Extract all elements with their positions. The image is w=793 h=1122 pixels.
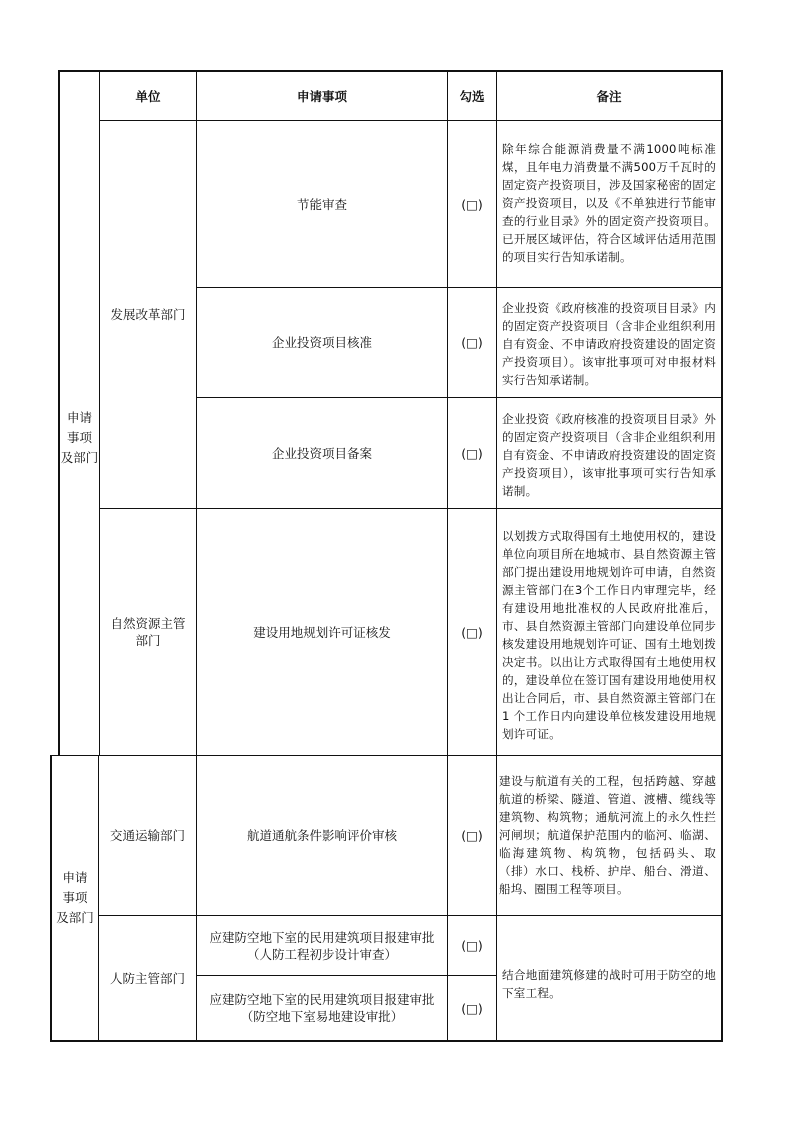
table-bottom-border bbox=[50, 1040, 723, 1042]
item-name: 企业投资项目备案 bbox=[271, 445, 372, 461]
item-remark: 企业投资《政府核准的投资项目目录》内的固定资产投资项目（含非企业组织利用自有资金、不申请政府投资建设的固定资产投资项目）。该审批事项可对申报材料实行告知承诺制。 bbox=[502, 301, 716, 387]
item-checkbox[interactable]: (□) bbox=[461, 938, 483, 953]
table-right-border bbox=[721, 70, 723, 1042]
item-name: 应建防空地下室的民用建筑项目报建审批 （人防工程初步设计审查） bbox=[209, 929, 435, 962]
header-unit: 单位 bbox=[135, 88, 161, 104]
item-name: 应建防空地下室的民用建筑项目报建审批 （防空地下室易地建设审批） bbox=[209, 992, 435, 1024]
item-remark: 建设与航道有关的工程，包括跨越、穿越航道的桥梁、隧道、管道、渡槽、缆线等建筑物、构筑物；通航河流上的永久性拦河闸坝；航道保护范围内的临河、临湖、临海建筑物、构筑物，包括码头、取（排）水口、栈桥、护岸、船台、滑道、船坞、圈围工程等项目。 bbox=[499, 774, 716, 896]
item-checkbox[interactable]: (□) bbox=[461, 828, 483, 843]
department-name: 人防主管部门 bbox=[109, 970, 185, 986]
department-name: 发展改革部门 bbox=[110, 307, 186, 322]
item-name: 企业投资项目核准 bbox=[271, 335, 372, 350]
item-name: 节能审查 bbox=[296, 196, 347, 212]
item-remark: 以划拨方式取得国有土地使用权的，建设单位向项目所在地城市、县自然资源主管部门提出建设用地规划许可申请，自然资源主管部门在3个工作日内审理完毕，经有建设用地批准权的人民政府批准后，市、县自然资源主管部门向建设单位同步核发建设用地规划许可证、国有土地划拨决定书。以出让方式取得国有土地使用权的，建设单位在签订国有建设用地使用权出让合同后，市、县自然资源主管部门在 1 个工作日内向建设单位核发建设用地规划许可证。 bbox=[502, 529, 716, 741]
item-checkbox[interactable]: (□) bbox=[461, 624, 483, 640]
item-remark: 企业投资《政府核准的投资项目目录》外的固定资产投资项目（含非企业组织利用自有资金、不申请政府投资建设的固定资产投资项目），该审批事项可实行告知承诺制。 bbox=[502, 412, 716, 498]
item-remark: 除年综合能源消费量不满1000吨标准煤，且年电力消费量不满500万千瓦时的固定资产投资项目，涉及国家秘密的固定资产投资项目，以及《不单独进行节能审查的行业目录》外的固定资产投资项目。已开展区域评估，符合区域评估适用范围的项目实行告知承诺制。 bbox=[502, 142, 716, 264]
item-checkbox[interactable]: (□) bbox=[461, 196, 483, 212]
department-name: 交通运输部门 bbox=[109, 828, 185, 843]
section-label: 申请 事项 及部门 bbox=[60, 410, 99, 465]
item-checkbox[interactable]: (□) bbox=[461, 1000, 483, 1016]
section-label: 申请 事项 及部门 bbox=[56, 870, 94, 925]
item-name: 建设用地规划许可证核发 bbox=[253, 624, 391, 640]
header-item: 申请事项 bbox=[296, 88, 347, 104]
header-remark: 备注 bbox=[596, 88, 622, 104]
item-remark: 结合地面建筑修建的战时可用于防空的地下室工程。 bbox=[502, 968, 716, 1000]
item-checkbox[interactable]: (□) bbox=[461, 445, 483, 461]
item-name: 航道通航条件影响评价审核 bbox=[246, 828, 397, 843]
col-line-4 bbox=[496, 70, 497, 1042]
item-checkbox[interactable]: (□) bbox=[461, 335, 483, 350]
department-name: 自然资源主管 部门 bbox=[110, 616, 186, 648]
header-check: 勾选 bbox=[459, 88, 485, 104]
